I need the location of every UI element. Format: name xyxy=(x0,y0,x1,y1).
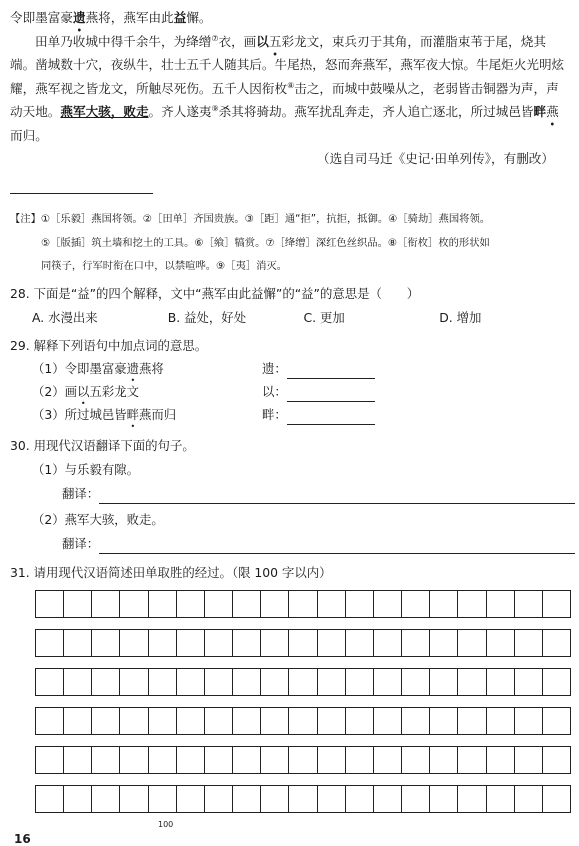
grid-cell[interactable] xyxy=(205,591,233,617)
grid-cell[interactable] xyxy=(430,708,458,734)
grid-row xyxy=(35,707,571,735)
grid-cell[interactable] xyxy=(487,786,515,812)
option-c[interactable]: C. 更加 xyxy=(303,310,345,325)
question-29-item-3: （3）所过城邑皆畔燕而归 畔： xyxy=(10,405,575,425)
question-29-item-1: （1）令即墨富豪遗燕将 遗： xyxy=(10,359,575,379)
question-30-item-2: （2）燕军大骇，败走。 xyxy=(32,512,164,527)
grid-cell[interactable] xyxy=(374,747,402,773)
grid-cell[interactable] xyxy=(120,786,148,812)
bold-word-yi: 益 xyxy=(173,10,187,25)
grid-cell[interactable] xyxy=(64,591,92,617)
grid-cell[interactable] xyxy=(374,591,402,617)
grid-cell[interactable] xyxy=(402,591,430,617)
note-marker-9: ⑨ xyxy=(211,103,219,113)
grid-cell[interactable] xyxy=(36,786,64,812)
grid-cell[interactable] xyxy=(487,630,515,656)
question-31 xyxy=(10,563,575,583)
grid-cell[interactable] xyxy=(458,708,486,734)
grid-cell[interactable] xyxy=(515,708,543,734)
grid-cell[interactable] xyxy=(64,708,92,734)
option-a[interactable]: A. 水漫出来 xyxy=(32,310,98,325)
grid-cell[interactable] xyxy=(149,747,177,773)
grid-cell[interactable] xyxy=(36,708,64,734)
grid-cell[interactable] xyxy=(149,669,177,695)
grid-cell[interactable] xyxy=(318,669,346,695)
grid-cell[interactable] xyxy=(149,630,177,656)
question-28 xyxy=(10,284,575,328)
grid-cell[interactable] xyxy=(458,669,486,695)
grid-cell[interactable] xyxy=(346,786,374,812)
annotations xyxy=(10,208,572,279)
grid-cell[interactable] xyxy=(120,591,148,617)
grid-cell[interactable] xyxy=(543,708,570,734)
grid-cell[interactable] xyxy=(92,708,120,734)
question-29-item-2: （2）画以五彩龙文 以： xyxy=(10,382,575,402)
grid-cell[interactable] xyxy=(318,747,346,773)
grid-cell[interactable] xyxy=(289,669,317,695)
dotted-word-pan: 畔 xyxy=(533,104,547,119)
grid-cell[interactable] xyxy=(120,708,148,734)
dotted-word: 遗 xyxy=(126,361,140,376)
grid-cell[interactable] xyxy=(64,630,92,656)
grid-cell[interactable] xyxy=(261,786,289,812)
grid-cell[interactable] xyxy=(120,747,148,773)
grid-cell[interactable] xyxy=(261,669,289,695)
grid-cell[interactable] xyxy=(430,747,458,773)
dotted-word-yi: 遗 xyxy=(72,10,86,25)
grid-cell[interactable] xyxy=(36,747,64,773)
question-31-stem: 31. 请用现代汉语简述田单取胜的经过。（限 100 字以内） xyxy=(10,565,332,580)
grid-cell[interactable] xyxy=(233,591,261,617)
grid-cell[interactable] xyxy=(177,708,205,734)
grid-cell[interactable] xyxy=(205,708,233,734)
grid-cell[interactable] xyxy=(261,591,289,617)
translate-blank-1[interactable] xyxy=(99,489,575,504)
grid-cell[interactable] xyxy=(289,786,317,812)
grid-cell[interactable] xyxy=(487,708,515,734)
grid-cell[interactable] xyxy=(515,747,543,773)
grid-cell[interactable] xyxy=(430,786,458,812)
question-28-options xyxy=(10,308,575,328)
grid-cell[interactable] xyxy=(36,630,64,656)
grid-cell[interactable] xyxy=(318,786,346,812)
grid-row xyxy=(35,668,571,696)
grid-cell[interactable] xyxy=(543,669,570,695)
grid-cell[interactable] xyxy=(233,708,261,734)
grid-cell[interactable] xyxy=(92,669,120,695)
grid-cell[interactable] xyxy=(430,669,458,695)
grid-cell[interactable] xyxy=(318,630,346,656)
question-29 xyxy=(10,336,575,425)
grid-cell[interactable] xyxy=(402,669,430,695)
answer-blank-yi[interactable] xyxy=(287,364,375,379)
grid-cell[interactable] xyxy=(233,630,261,656)
grid-row xyxy=(35,785,571,813)
notes-separator xyxy=(10,193,153,194)
grid-cell[interactable] xyxy=(64,747,92,773)
grid-cell[interactable] xyxy=(543,630,570,656)
grid-cell[interactable] xyxy=(402,747,430,773)
grid-cell[interactable] xyxy=(177,669,205,695)
underlined-sentence: 燕军大骇，败走 xyxy=(60,104,149,119)
grid-cell[interactable] xyxy=(458,786,486,812)
note-line-2: ⑤［版插］筑土墙和挖土的工具。⑥［飨］犒赏。⑦［绛缯］深红色丝织品。⑧［衔枚］枚的形状如 xyxy=(41,236,490,249)
grid-cell[interactable] xyxy=(233,747,261,773)
question-30-item-1: （1）与乐毅有隙。 xyxy=(32,462,140,477)
grid-cell[interactable] xyxy=(177,786,205,812)
grid-cell[interactable] xyxy=(430,630,458,656)
grid-cell[interactable] xyxy=(205,630,233,656)
note-marker-8: ⑧ xyxy=(287,80,295,90)
grid-cell[interactable] xyxy=(261,747,289,773)
grid-cell[interactable] xyxy=(543,786,570,812)
translate-blank-2[interactable] xyxy=(99,539,575,554)
grid-row xyxy=(35,590,571,618)
dotted-word: 畔 xyxy=(126,407,140,422)
grid-cell[interactable] xyxy=(92,591,120,617)
grid-cell[interactable] xyxy=(233,669,261,695)
grid-cell[interactable] xyxy=(92,630,120,656)
option-d[interactable]: D. 增加 xyxy=(439,310,482,325)
grid-cell[interactable] xyxy=(346,669,374,695)
grid-cell[interactable] xyxy=(149,591,177,617)
grid-cell[interactable] xyxy=(261,708,289,734)
grid-cell[interactable] xyxy=(402,708,430,734)
option-b[interactable]: B. 益处，好处 xyxy=(167,310,247,325)
grid-row xyxy=(35,746,571,774)
grid-cell[interactable] xyxy=(374,708,402,734)
grid-cell[interactable] xyxy=(177,747,205,773)
grid-cell[interactable] xyxy=(346,591,374,617)
grid-cell[interactable] xyxy=(233,786,261,812)
dotted-word: 以 xyxy=(77,384,90,399)
grid-cell[interactable] xyxy=(318,708,346,734)
grid-cell[interactable] xyxy=(205,786,233,812)
grid-cell[interactable] xyxy=(120,669,148,695)
grid-cell[interactable] xyxy=(487,747,515,773)
passage-line-1: 令即墨富豪遗燕将，燕军由此益懈。 xyxy=(10,10,212,25)
passage-paragraph-2: 田单乃收城中得千余牛，为绛缯⑦衣，画以五彩龙文，束兵刃于其角，而灌脂束苇于尾，烧其端。凿城数十穴，夜纵牛，壮士五千人随其后。牛尾热，怒而奔燕军，燕军夜大惊。牛尾炬火光明炫耀，燕军视之皆龙文，所触尽死伤。五千人因衔枚⑧击之，而城中鼓噪从之，老弱皆击铜器为声，声动天地。燕军大骇，败走。齐人遂夷⑨杀其将骑劫。燕军扰乱奔走，齐人追亡逐北，所过城邑皆畔燕而归。 xyxy=(10,33,565,143)
grid-cell[interactable] xyxy=(402,786,430,812)
grid-cell[interactable] xyxy=(515,786,543,812)
grid-cell[interactable] xyxy=(261,630,289,656)
grid-cell[interactable] xyxy=(64,669,92,695)
grid-cell[interactable] xyxy=(346,708,374,734)
grid-cell[interactable] xyxy=(515,630,543,656)
question-29-stem: 29. 解释下列语句中加点词的意思。 xyxy=(10,338,208,353)
grid-cell[interactable] xyxy=(458,630,486,656)
grid-cell[interactable] xyxy=(487,669,515,695)
grid-cell[interactable] xyxy=(515,591,543,617)
grid-cell[interactable] xyxy=(318,591,346,617)
grid-cell[interactable] xyxy=(458,747,486,773)
note-marker-7: ⑦ xyxy=(211,33,219,43)
grid-cell[interactable] xyxy=(374,630,402,656)
grid-cell[interactable] xyxy=(458,591,486,617)
question-30 xyxy=(10,436,575,554)
grid-cell[interactable] xyxy=(289,591,317,617)
grid-cell[interactable] xyxy=(543,591,570,617)
answer-blank-pan[interactable] xyxy=(287,410,375,425)
grid-cell[interactable] xyxy=(487,591,515,617)
note-line-3: 同筷子，行军时衔在口中，以禁喧哗。⑨［夷］消灭。 xyxy=(41,260,288,272)
grid-cell[interactable] xyxy=(289,630,317,656)
grid-cell[interactable] xyxy=(149,708,177,734)
grid-cell[interactable] xyxy=(515,669,543,695)
grid-cell[interactable] xyxy=(92,786,120,812)
grid-cell[interactable] xyxy=(543,747,570,773)
grid-cell[interactable] xyxy=(289,747,317,773)
translate-row-1: 翻译： xyxy=(10,484,575,504)
grid-cell[interactable] xyxy=(120,630,148,656)
grid-cell[interactable] xyxy=(36,669,64,695)
question-30-stem: 30. 用现代汉语翻译下面的句子。 xyxy=(10,438,195,453)
grid-cell[interactable] xyxy=(346,630,374,656)
translate-row-2: 翻译： xyxy=(10,534,575,554)
grid-cell[interactable] xyxy=(205,669,233,695)
grid-cell[interactable] xyxy=(36,591,64,617)
grid-cell[interactable] xyxy=(64,786,92,812)
grid-cell[interactable] xyxy=(177,591,205,617)
grid-cell[interactable] xyxy=(92,747,120,773)
grid-cell[interactable] xyxy=(289,708,317,734)
grid-row xyxy=(35,629,571,657)
dotted-word-yi-2: 以 xyxy=(256,33,269,49)
grid-cell[interactable] xyxy=(402,630,430,656)
grid-cell[interactable] xyxy=(205,747,233,773)
grid-cell[interactable] xyxy=(346,747,374,773)
grid-cell[interactable] xyxy=(374,669,402,695)
classical-passage xyxy=(10,6,570,171)
note-line-1: 【注】①［乐毅］燕国将领。②［田单］齐国贵族。③［距］通“拒”，抗拒，抵御。④［骑劫］燕国将领。 xyxy=(10,213,491,225)
answer-grid[interactable] xyxy=(35,590,571,824)
grid-cell[interactable] xyxy=(374,786,402,812)
passage-source: （选自司马迁《史记·田单列传》，有删改） xyxy=(317,151,554,166)
grid-cell[interactable] xyxy=(177,630,205,656)
answer-blank-yi-2[interactable] xyxy=(287,387,375,402)
question-28-stem: 28. 下面是“益”的四个解释，文中“燕军由此益懈”的“益”的意思是（ ） xyxy=(10,286,420,301)
word-count-mark: 100 xyxy=(158,820,174,829)
grid-cell[interactable] xyxy=(149,786,177,812)
grid-cell[interactable] xyxy=(430,591,458,617)
page-number: 16 xyxy=(14,832,31,846)
